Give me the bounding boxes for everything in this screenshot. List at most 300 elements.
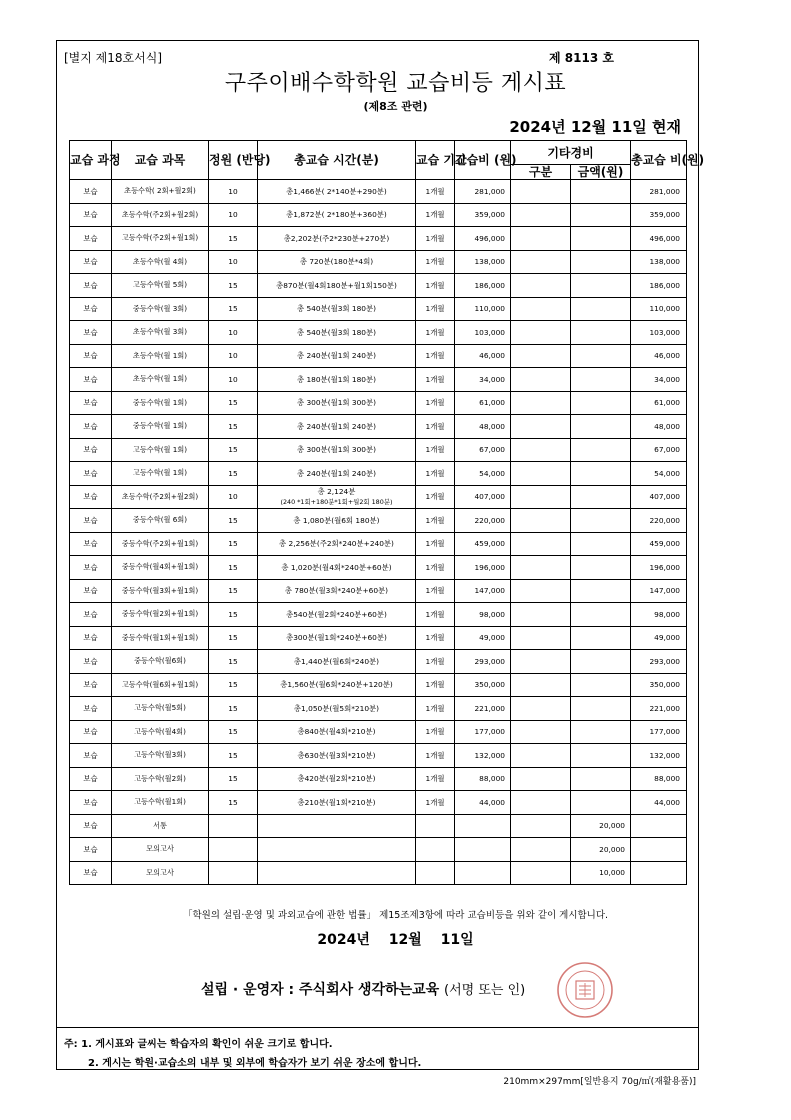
- cell-subject: 고등수학(월 5회): [112, 274, 209, 298]
- cell-other-type: [511, 274, 571, 298]
- cell-tuition: 103,000: [455, 321, 511, 345]
- cell-other-type: [511, 744, 571, 768]
- cell-other-amount: [571, 556, 631, 580]
- cell-course: 보습: [70, 438, 112, 462]
- cell-capacity: 15: [209, 626, 258, 650]
- cell-other-type: [511, 250, 571, 274]
- page-subtitle: (제8조 관련): [363, 100, 428, 113]
- cell-period: 1개월: [416, 415, 455, 439]
- header-total: 총교습 비(원): [631, 141, 687, 180]
- cell-total-time: 총1,440분(월6회*240분): [258, 650, 416, 674]
- cell-subject: 중등수학(월6회): [112, 650, 209, 674]
- cell-subject: 중등수학(월1회+월1회): [112, 626, 209, 650]
- cell-course: 보습: [70, 838, 112, 862]
- cell-total-time: 총 240분(월1회 240분): [258, 415, 416, 439]
- table-row: [70, 368, 687, 392]
- header-total-time: 총교습 시간(분): [258, 141, 416, 180]
- cell-period: 1개월: [416, 321, 455, 345]
- header-period: 교습 기간: [416, 141, 455, 180]
- cell-other-amount: [571, 603, 631, 627]
- cell-subject: 고등수학(월3회): [112, 744, 209, 768]
- cell-course: 보습: [70, 344, 112, 368]
- cell-total: 54,000: [631, 462, 687, 486]
- cell-subject: 초등수학( 2회+월2회): [112, 180, 209, 204]
- cell-other-amount: 20,000: [571, 814, 631, 838]
- cell-total: 459,000: [631, 532, 687, 556]
- cell-period: 1개월: [416, 368, 455, 392]
- cell-tuition: 177,000: [455, 720, 511, 744]
- cell-tuition: 350,000: [455, 673, 511, 697]
- cell-period: [416, 838, 455, 862]
- cell-tuition: 61,000: [455, 391, 511, 415]
- cell-subject: 중등수학(월3회+월1회): [112, 579, 209, 603]
- cell-other-amount: [571, 297, 631, 321]
- cell-other-type: [511, 720, 571, 744]
- cell-tuition: 110,000: [455, 297, 511, 321]
- paper-spec: 210mm×297mm[일반용지 70g/㎡(재활용품)]: [503, 1077, 696, 1087]
- cell-capacity: 10: [209, 485, 258, 509]
- cell-subject: 모의고사: [112, 861, 209, 885]
- cell-capacity: 15: [209, 720, 258, 744]
- cell-capacity: 15: [209, 556, 258, 580]
- cell-other-type: [511, 203, 571, 227]
- cell-capacity: 15: [209, 673, 258, 697]
- header-other-type: 구분: [511, 165, 571, 180]
- table-row: [70, 227, 687, 251]
- cell-capacity: 15: [209, 391, 258, 415]
- table-row: [70, 697, 687, 721]
- cell-other-amount: [571, 368, 631, 392]
- cell-total-time: 총300분(월1회*240분+60분): [258, 626, 416, 650]
- table-row: [70, 744, 687, 768]
- note-1: 주: 1. 게시표와 글씨는 학습자의 확인이 쉬운 크기로 합니다.: [64, 1039, 333, 1050]
- founder-line: [201, 979, 525, 999]
- cell-other-type: [511, 650, 571, 674]
- cell-course: 보습: [70, 697, 112, 721]
- cell-other-type: [511, 626, 571, 650]
- cell-other-amount: [571, 250, 631, 274]
- cell-subject: 중등수학(월 1회): [112, 415, 209, 439]
- cell-subject: 고등수학(월4회): [112, 720, 209, 744]
- fee-table-body: [70, 180, 687, 885]
- cell-total: 48,000: [631, 415, 687, 439]
- cell-subject: 중등수학(월 6회): [112, 509, 209, 533]
- cell-course: 보습: [70, 720, 112, 744]
- cell-total: 132,000: [631, 744, 687, 768]
- table-row: [70, 791, 687, 815]
- header-other-amount: 금액(원): [571, 165, 631, 180]
- cell-other-amount: [571, 626, 631, 650]
- cell-total-time: 총210분(월1회*210분): [258, 791, 416, 815]
- cell-tuition: 221,000: [455, 697, 511, 721]
- cell-period: 1개월: [416, 579, 455, 603]
- cell-period: 1개월: [416, 673, 455, 697]
- cell-course: 보습: [70, 485, 112, 509]
- table-row: [70, 861, 687, 885]
- signature-note: (서명 또는 인): [444, 983, 526, 998]
- cell-other-type: [511, 532, 571, 556]
- cell-course: 보습: [70, 227, 112, 251]
- cell-course: 보습: [70, 650, 112, 674]
- cell-other-type: [511, 297, 571, 321]
- cell-period: 1개월: [416, 532, 455, 556]
- cell-other-type: [511, 180, 571, 204]
- cell-subject: 초등수학(월 4회): [112, 250, 209, 274]
- cell-other-type: [511, 791, 571, 815]
- table-row: [70, 603, 687, 627]
- cell-tuition: 34,000: [455, 368, 511, 392]
- cell-total-time: 총 180분(월1회 180분): [258, 368, 416, 392]
- cell-capacity: 15: [209, 509, 258, 533]
- cell-total: 110,000: [631, 297, 687, 321]
- cell-capacity: 10: [209, 203, 258, 227]
- cell-period: 1개월: [416, 297, 455, 321]
- cell-other-type: [511, 391, 571, 415]
- cell-total-time: 총 240분(월1회 240분): [258, 462, 416, 486]
- cell-other-amount: [571, 650, 631, 674]
- cell-other-amount: [571, 391, 631, 415]
- page-title: 구주이배수학학원 교습비등 게시표: [224, 71, 567, 96]
- cell-total-time: 총420분(월2회*210분): [258, 767, 416, 791]
- table-row: [70, 650, 687, 674]
- cell-other-type: [511, 321, 571, 345]
- cell-period: 1개월: [416, 650, 455, 674]
- cell-tuition: 132,000: [455, 744, 511, 768]
- cell-tuition: 186,000: [455, 274, 511, 298]
- table-row: [70, 415, 687, 439]
- document-number: 제 8113 호: [549, 51, 614, 65]
- cell-other-amount: [571, 509, 631, 533]
- cell-course: 보습: [70, 462, 112, 486]
- cell-total: 44,000: [631, 791, 687, 815]
- header-capacity: 정원 (반당): [209, 141, 258, 180]
- table-row: [70, 626, 687, 650]
- cell-period: 1개월: [416, 744, 455, 768]
- cell-other-amount: 20,000: [571, 838, 631, 862]
- cell-other-amount: [571, 321, 631, 345]
- cell-total: 147,000: [631, 579, 687, 603]
- cell-tuition: 46,000: [455, 344, 511, 368]
- cell-total-time: 총 720분(180분*4회): [258, 250, 416, 274]
- cell-capacity: 15: [209, 297, 258, 321]
- cell-period: [416, 814, 455, 838]
- cell-total: 67,000: [631, 438, 687, 462]
- cell-other-amount: [571, 720, 631, 744]
- fee-table: [69, 140, 705, 885]
- cell-course: 보습: [70, 673, 112, 697]
- cell-other-amount: [571, 791, 631, 815]
- cell-capacity: 15: [209, 767, 258, 791]
- signing-date: 2024년 12월 11일: [317, 932, 474, 948]
- cell-subject: 고등수학(월1회): [112, 791, 209, 815]
- cell-total-time: 총 540분(월3회 180분): [258, 321, 416, 345]
- cell-subject: 초등수학(주2회+월2회): [112, 203, 209, 227]
- cell-course: 보습: [70, 861, 112, 885]
- cell-other-type: [511, 838, 571, 862]
- cell-total: 34,000: [631, 368, 687, 392]
- cell-other-amount: [571, 203, 631, 227]
- cell-course: 보습: [70, 532, 112, 556]
- cell-capacity: 15: [209, 579, 258, 603]
- cell-tuition: 48,000: [455, 415, 511, 439]
- cell-period: 1개월: [416, 203, 455, 227]
- cell-tuition: [455, 838, 511, 862]
- cell-other-type: [511, 344, 571, 368]
- table-row: [70, 462, 687, 486]
- cell-subject: 고등수학(월6회+월1회): [112, 673, 209, 697]
- cell-total-time-line1: 총 2,124분: [317, 486, 356, 496]
- cell-tuition: 359,000: [455, 203, 511, 227]
- cell-other-type: [511, 861, 571, 885]
- cell-capacity: [209, 814, 258, 838]
- cell-other-amount: [571, 180, 631, 204]
- cell-period: 1개월: [416, 485, 455, 509]
- table-row: [70, 814, 687, 838]
- notes-divider: [56, 1027, 699, 1028]
- cell-capacity: 15: [209, 744, 258, 768]
- cell-course: 보습: [70, 744, 112, 768]
- header-course: 교습 과정: [70, 141, 112, 180]
- cell-period: 1개월: [416, 697, 455, 721]
- cell-capacity: 15: [209, 274, 258, 298]
- cell-other-amount: [571, 697, 631, 721]
- cell-capacity: 15: [209, 532, 258, 556]
- table-row: [70, 673, 687, 697]
- cell-total-time: 총 300분(월1회 300분): [258, 438, 416, 462]
- cell-period: 1개월: [416, 626, 455, 650]
- cell-capacity: 10: [209, 368, 258, 392]
- cell-course: 보습: [70, 603, 112, 627]
- cell-tuition: 49,000: [455, 626, 511, 650]
- cell-total-time: 총630분(월3회*210분): [258, 744, 416, 768]
- form-label: [별지 제18호서식]: [64, 51, 162, 65]
- cell-total: 496,000: [631, 227, 687, 251]
- cell-subject: 초등수학(월 1회): [112, 344, 209, 368]
- cell-capacity: 15: [209, 415, 258, 439]
- cell-other-type: [511, 509, 571, 533]
- cell-total-time: 총 240분(월1회 240분): [258, 344, 416, 368]
- cell-total-time: [258, 814, 416, 838]
- table-row: [70, 556, 687, 580]
- cell-other-amount: [571, 438, 631, 462]
- cell-course: 보습: [70, 274, 112, 298]
- cell-other-type: [511, 462, 571, 486]
- cell-other-amount: [571, 744, 631, 768]
- table-row: [70, 203, 687, 227]
- cell-subject: 중등수학(월 3회): [112, 297, 209, 321]
- cell-other-amount: [571, 767, 631, 791]
- cell-period: 1개월: [416, 791, 455, 815]
- cell-subject: 서통: [112, 814, 209, 838]
- cell-period: 1개월: [416, 767, 455, 791]
- cell-total: 88,000: [631, 767, 687, 791]
- cell-other-type: [511, 227, 571, 251]
- cell-tuition: 220,000: [455, 509, 511, 533]
- cell-other-type: [511, 415, 571, 439]
- cell-tuition: 496,000: [455, 227, 511, 251]
- cell-total-time: 총 300분(월1회 300분): [258, 391, 416, 415]
- cell-total-time: [258, 838, 416, 862]
- cell-capacity: 15: [209, 603, 258, 627]
- cell-other-amount: [571, 462, 631, 486]
- cell-tuition: 196,000: [455, 556, 511, 580]
- cell-course: 보습: [70, 579, 112, 603]
- cell-total-time: 총 780분(월3회*240분+60분): [258, 579, 416, 603]
- cell-other-type: [511, 673, 571, 697]
- cell-total-time: 총 2,256분(주2회*240분+240분): [258, 532, 416, 556]
- cell-capacity: [209, 861, 258, 885]
- cell-course: 보습: [70, 556, 112, 580]
- cell-capacity: 10: [209, 321, 258, 345]
- header-subject: 교습 과목: [112, 141, 209, 180]
- cell-total: 196,000: [631, 556, 687, 580]
- cell-subject: 중등수학(주2회+월1회): [112, 532, 209, 556]
- as-of-date: 2024년 12월 11일 현재: [509, 118, 681, 136]
- cell-capacity: 10: [209, 250, 258, 274]
- cell-capacity: 15: [209, 438, 258, 462]
- cell-tuition: 147,000: [455, 579, 511, 603]
- cell-total-time: 총1,466분( 2*140분+290분): [258, 180, 416, 204]
- cell-total: 186,000: [631, 274, 687, 298]
- cell-subject: 초등수학(월 1회): [112, 368, 209, 392]
- cell-other-amount: [571, 532, 631, 556]
- cell-total: 177,000: [631, 720, 687, 744]
- cell-other-type: [511, 579, 571, 603]
- cell-course: 보습: [70, 415, 112, 439]
- cell-course: 보습: [70, 509, 112, 533]
- cell-total: 281,000: [631, 180, 687, 204]
- cell-tuition: 459,000: [455, 532, 511, 556]
- cell-subject: 모의고사: [112, 838, 209, 862]
- cell-period: 1개월: [416, 274, 455, 298]
- cell-total: 407,000: [631, 485, 687, 509]
- table-row: [70, 391, 687, 415]
- cell-total-time: 총1,560분(월6회*240분+120분): [258, 673, 416, 697]
- table-row: [70, 321, 687, 345]
- header-other-expenses: 기타경비: [511, 141, 631, 165]
- cell-subject: 중등수학(월 1회): [112, 391, 209, 415]
- cell-period: 1개월: [416, 509, 455, 533]
- cell-other-amount: [571, 274, 631, 298]
- cell-capacity: 15: [209, 650, 258, 674]
- cell-tuition: 293,000: [455, 650, 511, 674]
- cell-capacity: 15: [209, 227, 258, 251]
- cell-tuition: 407,000: [455, 485, 511, 509]
- cell-course: 보습: [70, 250, 112, 274]
- table-row: [70, 250, 687, 274]
- cell-tuition: 88,000: [455, 767, 511, 791]
- cell-tuition: [455, 814, 511, 838]
- cell-other-type: [511, 368, 571, 392]
- cell-period: 1개월: [416, 556, 455, 580]
- cell-subject: 고등수학(월2회): [112, 767, 209, 791]
- cell-total-time: 총870분(월4회180분+월1회150분): [258, 274, 416, 298]
- table-row: [70, 274, 687, 298]
- cell-other-type: [511, 485, 571, 509]
- cell-capacity: 10: [209, 344, 258, 368]
- cell-period: 1개월: [416, 462, 455, 486]
- cell-total: 46,000: [631, 344, 687, 368]
- cell-period: 1개월: [416, 391, 455, 415]
- cell-total-time: [258, 861, 416, 885]
- table-row: [70, 720, 687, 744]
- cell-total: [631, 861, 687, 885]
- cell-other-type: [511, 438, 571, 462]
- cell-total-time-line2: (240 *1회+180분*1회+월2회 180분): [280, 497, 393, 506]
- official-seal-stamp: [555, 960, 615, 1020]
- cell-total-time: 총2,202분(주2*230분+270분): [258, 227, 416, 251]
- cell-period: 1개월: [416, 603, 455, 627]
- cell-capacity: 15: [209, 791, 258, 815]
- cell-period: 1개월: [416, 720, 455, 744]
- table-row: [70, 579, 687, 603]
- cell-total-time: 총840분(월4회*210분): [258, 720, 416, 744]
- cell-other-amount: [571, 344, 631, 368]
- table-row: [70, 532, 687, 556]
- cell-total: 49,000: [631, 626, 687, 650]
- cell-subject: 고등수학(주2회+월1회): [112, 227, 209, 251]
- cell-course: 보습: [70, 368, 112, 392]
- cell-tuition: 138,000: [455, 250, 511, 274]
- cell-total: 98,000: [631, 603, 687, 627]
- cell-course: 보습: [70, 321, 112, 345]
- cell-capacity: [209, 838, 258, 862]
- table-row: [70, 767, 687, 791]
- cell-period: 1개월: [416, 180, 455, 204]
- note-2: 2. 게시는 학원·교습소의 내부 및 외부에 학습자가 보기 쉬운 장소에 합니다.: [88, 1058, 422, 1069]
- cell-total: 221,000: [631, 697, 687, 721]
- cell-course: 보습: [70, 391, 112, 415]
- cell-total-time: [258, 485, 416, 509]
- cell-subject: 중등수학(월4회+월1회): [112, 556, 209, 580]
- cell-period: 1개월: [416, 438, 455, 462]
- cell-total: 293,000: [631, 650, 687, 674]
- cell-tuition: 98,000: [455, 603, 511, 627]
- table-row: [70, 509, 687, 533]
- cell-course: 보습: [70, 203, 112, 227]
- cell-other-amount: 10,000: [571, 861, 631, 885]
- cell-period: 1개월: [416, 344, 455, 368]
- cell-subject: 중등수학(월2회+월1회): [112, 603, 209, 627]
- header-tuition: 교습비 (원): [455, 141, 511, 180]
- cell-total-time: 총540분(월2회*240분+60분): [258, 603, 416, 627]
- cell-total-time: 총 540분(월3회 180분): [258, 297, 416, 321]
- cell-tuition: 67,000: [455, 438, 511, 462]
- cell-total-time: 총 1,080분(월6회 180분): [258, 509, 416, 533]
- table-row: [70, 344, 687, 368]
- cell-subject: 고등수학(월 1회): [112, 438, 209, 462]
- cell-total-time: 총 1,020분(월4회*240분+60분): [258, 556, 416, 580]
- cell-period: 1개월: [416, 227, 455, 251]
- cell-capacity: 15: [209, 697, 258, 721]
- cell-tuition: [455, 861, 511, 885]
- table-row: [70, 180, 687, 204]
- cell-total: 220,000: [631, 509, 687, 533]
- cell-total: 61,000: [631, 391, 687, 415]
- cell-total: [631, 838, 687, 862]
- cell-other-type: [511, 767, 571, 791]
- cell-course: 보습: [70, 180, 112, 204]
- cell-tuition: 54,000: [455, 462, 511, 486]
- cell-total: 103,000: [631, 321, 687, 345]
- cell-other-amount: [571, 579, 631, 603]
- cell-subject: 초등수학(월 3회): [112, 321, 209, 345]
- cell-total: 138,000: [631, 250, 687, 274]
- table-row: [70, 485, 687, 509]
- table-row: [70, 438, 687, 462]
- cell-other-amount: [571, 485, 631, 509]
- cell-total: 359,000: [631, 203, 687, 227]
